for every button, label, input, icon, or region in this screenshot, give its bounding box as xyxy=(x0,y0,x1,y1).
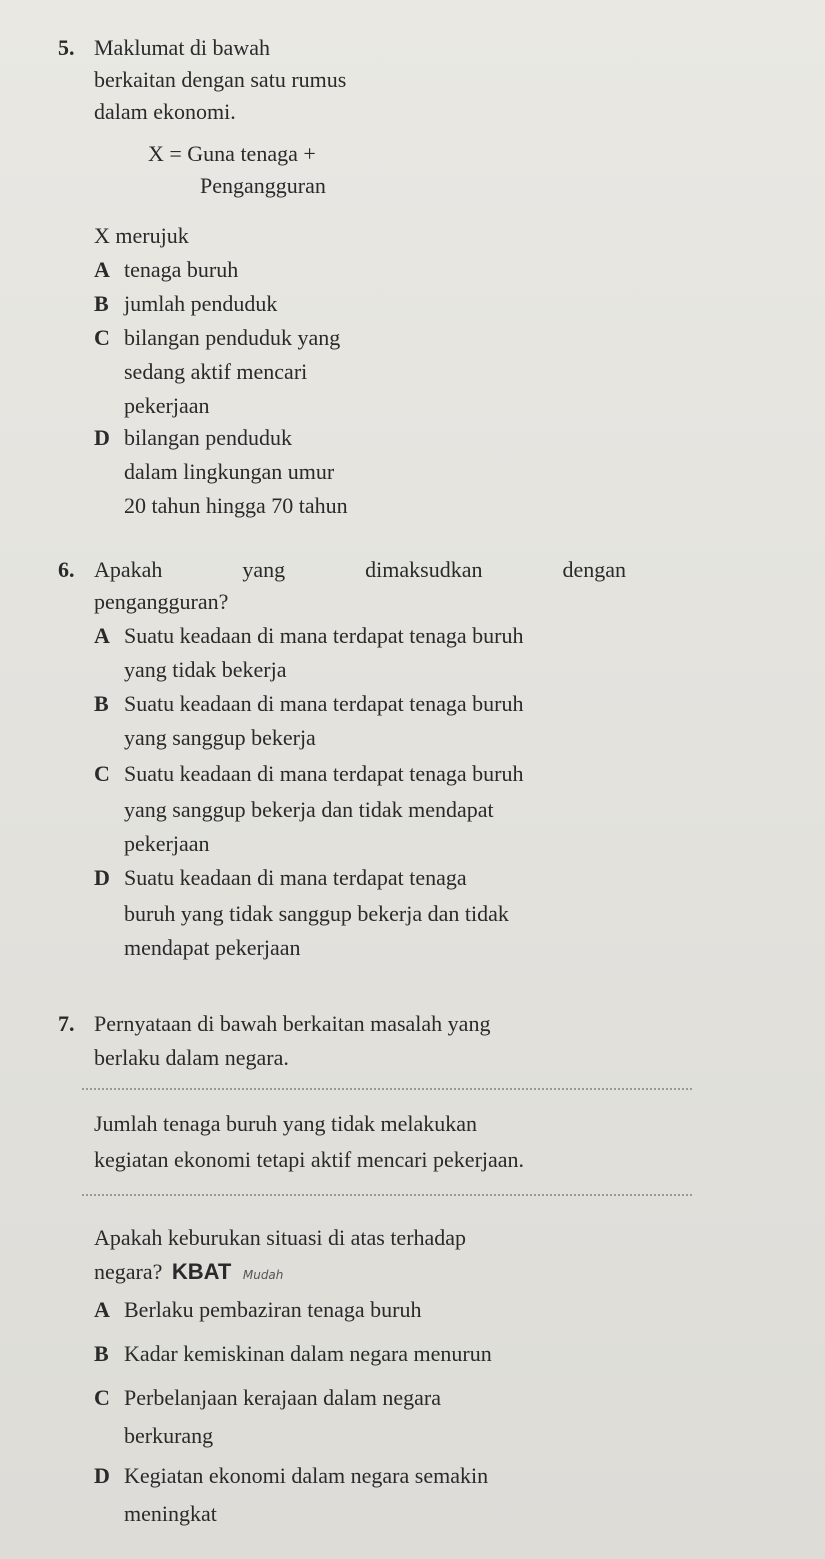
q7-option-c[interactable] xyxy=(94,1384,441,1412)
option-letter: C xyxy=(94,1385,110,1410)
q5-option-b[interactable] xyxy=(94,290,277,318)
q6-option-d-line-2: buruh yang tidak sanggup bekerja dan tidak xyxy=(124,901,509,926)
option-letter: A xyxy=(94,1297,110,1322)
q5-option-c[interactable] xyxy=(94,324,340,352)
q6-option-d-line-3: mendapat pekerjaan xyxy=(124,935,301,960)
q6-option-d[interactable] xyxy=(94,864,467,892)
option-letter: B xyxy=(94,691,109,716)
q5-formula-line-1: X = Guna tenaga + xyxy=(148,141,316,166)
q5-option-a[interactable] xyxy=(94,256,238,284)
q6-stem-word: Apakah xyxy=(94,557,163,582)
option-text: bilangan penduduk yang xyxy=(124,325,341,350)
q6-stem-word: yang xyxy=(242,557,286,582)
option-text: bilangan penduduk xyxy=(124,425,293,450)
q6-number: 6. xyxy=(58,557,75,582)
option-text: jumlah penduduk xyxy=(124,291,278,316)
q7-option-d-line-2: meningkat xyxy=(124,1501,217,1526)
q7-box-line-1: Jumlah tenaga buruh yang tidak melakukan xyxy=(94,1111,478,1136)
handwritten-note: Mudah xyxy=(242,1268,284,1282)
option-text: Berlaku pembaziran tenaga buruh xyxy=(124,1297,422,1322)
q7-stem-line-1: Pernyataan di bawah berkaitan masalah yang xyxy=(94,1011,491,1036)
q6-stem-word: dengan xyxy=(562,557,626,582)
option-letter: B xyxy=(94,1341,109,1366)
q6-option-a[interactable] xyxy=(94,622,524,650)
q5-option-d-line-3: 20 tahun hingga 70 tahun xyxy=(124,493,348,518)
q5-stem-line-3: dalam ekonomi. xyxy=(94,99,236,124)
q7-number: 7. xyxy=(58,1011,75,1036)
q5-question: X merujuk xyxy=(94,223,189,248)
option-text: Suatu keadaan di mana terdapat tenaga buruh xyxy=(124,761,524,786)
q5-formula-line-2: Pengangguran xyxy=(200,173,326,198)
option-text: tenaga buruh xyxy=(124,257,239,282)
q6-option-a-line-2: yang tidak bekerja xyxy=(124,657,287,682)
q6-stem-line-2: pengangguran? xyxy=(94,589,229,614)
q7-question-text: negara? xyxy=(94,1259,163,1284)
q5-stem-line-2: berkaitan dengan satu rumus xyxy=(94,67,347,92)
option-text: Suatu keadaan di mana terdapat tenaga xyxy=(124,865,467,890)
q6-option-c-line-3: pekerjaan xyxy=(124,831,210,856)
q5-option-d[interactable] xyxy=(94,424,292,452)
kbat-tag: KBAT xyxy=(171,1259,232,1284)
option-letter: C xyxy=(94,761,110,786)
q6-option-b-line-2: yang sanggup bekerja xyxy=(124,725,316,750)
option-letter: A xyxy=(94,623,110,648)
q5-option-c-line-2: sedang aktif mencari xyxy=(124,359,308,384)
option-letter: A xyxy=(94,257,110,282)
q7-statement-box xyxy=(82,1088,692,1196)
q7-stem-line-2: berlaku dalam negara. xyxy=(94,1045,289,1070)
option-text: Kadar kemiskinan dalam negara menurun xyxy=(124,1341,492,1366)
q5-stem-line-1: Maklumat di bawah xyxy=(94,35,270,60)
q5-option-c-line-3: pekerjaan xyxy=(124,393,210,418)
q6-option-c[interactable] xyxy=(94,760,524,788)
option-text: Suatu keadaan di mana terdapat tenaga buruh xyxy=(124,691,524,716)
option-letter: D xyxy=(94,865,110,890)
q7-option-d[interactable] xyxy=(94,1462,488,1490)
q5-number: 5. xyxy=(58,35,75,60)
q7-option-b[interactable] xyxy=(94,1340,492,1368)
option-letter: D xyxy=(94,1463,110,1488)
q7-box-line-2: kegiatan ekonomi tetapi aktif mencari pekerjaan. xyxy=(94,1147,525,1172)
q7-option-a[interactable] xyxy=(94,1296,421,1324)
option-text: Kegiatan ekonomi dalam negara semakin xyxy=(124,1463,489,1488)
q7-question-line-2 xyxy=(94,1258,283,1289)
option-text: Suatu keadaan di mana terdapat tenaga buruh xyxy=(124,623,524,648)
option-letter: D xyxy=(94,425,110,450)
q5-option-d-line-2: dalam lingkungan umur xyxy=(124,459,335,484)
q6-stem-line-1 xyxy=(94,556,626,584)
q6-option-c-line-2: yang sanggup bekerja dan tidak mendapat xyxy=(124,797,494,822)
option-letter: C xyxy=(94,325,110,350)
option-text: Perbelanjaan kerajaan dalam negara xyxy=(124,1385,441,1410)
q7-question-line-1: Apakah keburukan situasi di atas terhadap xyxy=(94,1225,467,1250)
q7-option-c-line-2: berkurang xyxy=(124,1423,214,1448)
q6-option-b[interactable] xyxy=(94,690,524,718)
q6-stem-word: dimaksudkan xyxy=(365,557,483,582)
option-letter: B xyxy=(94,291,109,316)
